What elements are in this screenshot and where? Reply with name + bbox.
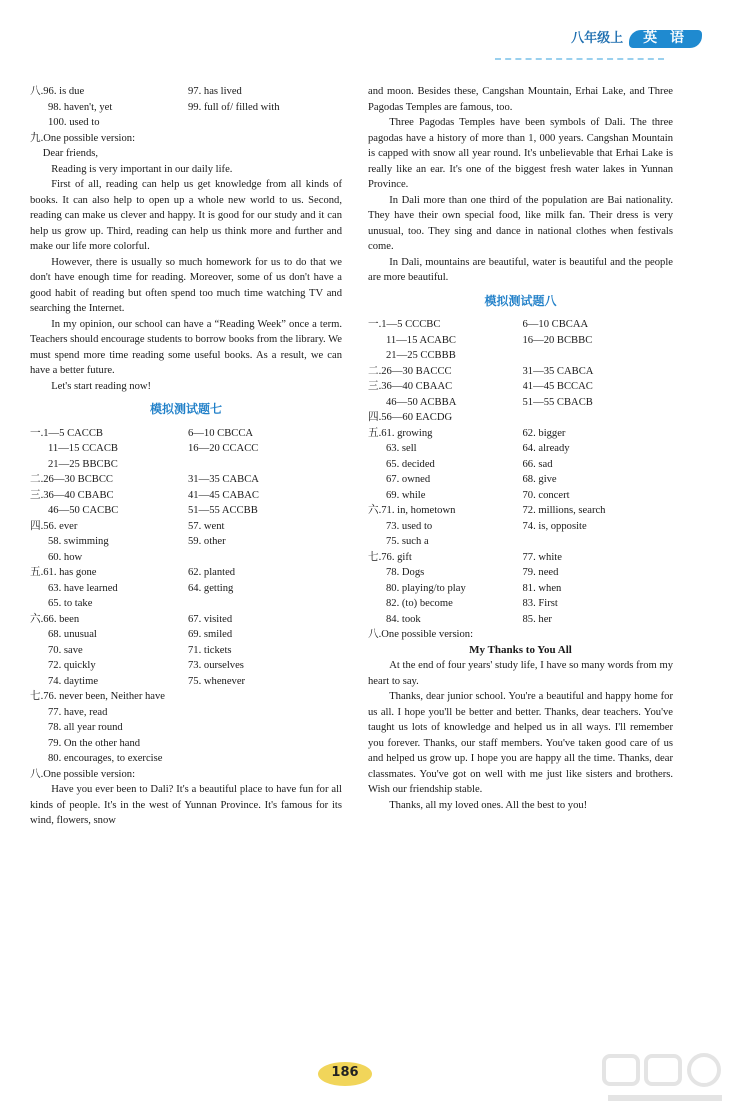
answer-cell: 三.36—40 CBABC (30, 489, 114, 501)
answer-cell: 83. First (522, 598, 558, 609)
paragraph: Dear friends, (42, 148, 99, 159)
answer-cell (523, 348, 674, 364)
answer-cell: 80. encourages, to exercise (48, 753, 163, 764)
section8-label: 八.One possible version: (368, 629, 474, 640)
answer-cell: 85. her (522, 613, 552, 625)
answer-cell: 69. smiled (188, 629, 233, 640)
answer-cell: 75. whenever (188, 675, 246, 687)
answer-cell: 八.96. is due (30, 86, 85, 97)
section8b-label: 八.One possible version: (30, 768, 136, 780)
page-number: 186 (331, 1065, 359, 1080)
answer-cell: 二.26—30 BACCC (368, 365, 452, 377)
paragraph: Thanks, all my loved ones. All the best to you! (389, 799, 588, 811)
answer-cell: 59. other (188, 536, 226, 547)
answer-cell: 78. Dogs (386, 567, 425, 578)
answer-grid-section8 (30, 84, 342, 131)
right-column (368, 84, 673, 813)
answer-cell: 77. have, read (48, 706, 108, 718)
answer-cell: 69. while (386, 489, 426, 501)
answer-cell: 五.61. growing (368, 427, 433, 439)
paragraph: However, there is usually so much homework for us to do that we don't have enough time for reading. Moreover, some of us don't have a good habit of reading but often spend too much time watching TV and searching the Internet. (30, 256, 342, 314)
answer-cell: 84. took (386, 613, 421, 625)
answer-cell (523, 534, 674, 550)
subject-badge: 英 语 (629, 30, 702, 48)
paragraph: Thanks, dear junior school. You're a beautiful and happy home for us all. I hope you'll be better and better. Thanks, dear teachers. You've taught us lots of knowledge and helped us in all ways. I'll remember you forever. Thanks, our staff members. You've taken good care of us and helped us grow up. I hope you are happy all the time. Thanks, dear classmates. You've got on well with me just like sisters and brothers. Wish our friendship stable. (368, 691, 673, 795)
answer-cell (188, 596, 342, 612)
answer-cell: 67. visited (188, 613, 233, 625)
essay-dali-start (30, 782, 342, 829)
answer-cell: 16—20 BCBBC (522, 334, 593, 346)
answer-cell: 七.76. gift (368, 551, 412, 563)
answer-grid-test7 (30, 426, 342, 767)
answer-cell: 64. getting (188, 582, 234, 594)
answer-cell: 64. already (522, 443, 570, 454)
answer-grid-test8 (368, 317, 673, 627)
left-column (30, 84, 342, 829)
answer-cell: 79. need (522, 567, 559, 578)
essay-title: My Thanks to You All (469, 643, 572, 656)
answer-cell: 68. unusual (48, 629, 97, 640)
answer-cell: 63. have learned (48, 582, 118, 594)
header-dashed-line (495, 58, 664, 60)
answer-cell: 46—50 CACBC (48, 505, 119, 516)
answer-cell: 74. is, opposite (522, 520, 587, 532)
answer-cell: 100. used to (48, 117, 100, 128)
page-number-badge (310, 1060, 380, 1090)
paragraph: Reading is very important in our daily life. (51, 163, 233, 175)
answer-cell: 11—15 ACABC (386, 334, 456, 346)
answer-cell: 73. ourselves (188, 660, 244, 671)
answer-cell (188, 550, 342, 566)
test7-title: 模拟测试题七 (149, 402, 222, 416)
answer-cell (188, 720, 342, 736)
answer-cell: 80. playing/to play (386, 582, 466, 594)
essay-dali-continued (368, 84, 673, 286)
answer-cell: 82. (to) become (386, 598, 453, 609)
answer-cell: 一.1—5 CACCB (30, 427, 103, 439)
answer-cell (188, 736, 342, 752)
paragraph: In my opinion, our school can have a “Reading Week” once a term. Teachers should encourage students to borrow books from the library. We must spend more time reading some useful books. As a result, we can have a better future. (30, 318, 343, 376)
answer-cell: 67. owned (386, 474, 431, 485)
paragraph: In Dali more than one third of the population are Bai nationality. They have their own special food, like milk fan. Their dress is very unusual, too. They sing and dance in national clothes when festivals come. (368, 194, 673, 252)
answer-cell (523, 410, 674, 426)
answer-cell: 57. went (188, 520, 225, 532)
answer-cell: 六.71. in, hometown (368, 505, 456, 516)
essay-reading (30, 146, 342, 394)
answer-cell: 六.66. been (30, 613, 80, 625)
answer-cell: 60. how (48, 551, 83, 563)
answer-cell: 73. used to (386, 520, 433, 532)
answer-cell: 70. concert (522, 489, 570, 501)
answer-cell: 77. white (522, 551, 562, 563)
answer-cell: 16—20 CCACC (188, 443, 259, 454)
answer-cell: 63. sell (386, 443, 417, 454)
test8-title: 模拟测试题八 (484, 293, 557, 308)
answer-cell: 62. bigger (522, 427, 566, 439)
answer-cell: 97. has lived (188, 86, 242, 97)
answer-cell (188, 689, 342, 705)
answer-cell: 75. such a (386, 536, 429, 547)
answer-cell: 6—10 CBCAA (522, 319, 589, 330)
grade-label: 八年级上 (571, 31, 624, 46)
paragraph: and moon. Besides these, Cangshan Mountain, Erhai Lake, and Three Pagodas Temples are famous, too. (368, 86, 673, 113)
answer-cell: 99. full of/ filled with (188, 101, 280, 113)
paragraph: First of all, reading can help us get knowledge from all kinds of books. It can also help to open up a whole new world to us. Second, reading can make us clever and happy. It is good for our study and it can help us grow up. Third, reading can help us think more and further and make our life more colorful. (30, 179, 342, 252)
paragraph: Have you ever been to Dali? It's a beautiful place to have fun for all kinds of people. It's in the west of Yunnan Province. It's famous for its wind, flowers, snow (30, 784, 342, 826)
answer-cell: 二.26—30 BCBCC (30, 474, 114, 485)
answer-cell: 6—10 CBCCA (188, 427, 254, 439)
watermark-logo-icon (600, 1052, 730, 1108)
answer-cell: 四.56—60 EACDG (368, 412, 453, 423)
answer-cell: 五.61. has gone (30, 567, 97, 578)
answer-cell: 71. tickets (188, 644, 232, 656)
essay-thanks (368, 658, 673, 813)
answer-cell: 11—15 CCACB (48, 443, 118, 454)
answer-cell (188, 457, 342, 473)
answer-cell: 31—35 CABCA (188, 474, 259, 485)
paragraph: Let's start reading now! (51, 380, 152, 392)
answer-cell: 21—25 CCBBB (386, 350, 456, 361)
paragraph: At the end of four years' study life, I have so many words from my heart to say. (368, 660, 673, 687)
answer-cell: 72. quickly (48, 660, 96, 671)
answer-cell: 41—45 CABAC (188, 489, 259, 501)
answer-cell: 81. when (522, 582, 562, 594)
answer-cell: 70. save (48, 644, 83, 656)
page-header (571, 30, 702, 48)
paragraph: Three Pagodas Temples have been symbols of Dali. The three pagodas have a history of more than 1, 000 years. Cangshan Mountain is capped with snow all year round. It's unbelievable that Erhai Lake is really like an ear. It's one of the biggest fresh water lakes in Yunnan Province. (368, 117, 673, 190)
answer-cell: 74. daytime (48, 675, 99, 687)
answer-cell: 65. to take (48, 598, 93, 609)
answer-cell: 21—25 BBCBC (48, 458, 118, 470)
answer-cell: 72. millions, search (522, 505, 606, 516)
answer-cell: 62. planted (188, 567, 236, 578)
answer-cell: 七.76. never been, Neither have (30, 691, 166, 702)
answer-cell (188, 705, 342, 721)
answer-cell: 79. On the other hand (48, 737, 141, 749)
answer-cell: 51—55 CBACB (522, 396, 593, 408)
answer-cell: 58. swimming (48, 536, 109, 547)
answer-cell: 三.36—40 CBAAC (368, 381, 453, 392)
section9-label: 九.One possible version: (30, 132, 136, 144)
paragraph: In Dali, mountains are beautiful, water is beautiful and the people are more beautiful. (368, 256, 673, 283)
answer-cell: 一.1—5 CCCBC (368, 319, 441, 330)
answer-cell: 41—45 BCCAC (522, 381, 593, 392)
answer-cell: 66. sad (522, 458, 553, 470)
answer-cell: 68. give (522, 474, 557, 485)
answer-cell: 四.56. ever (30, 520, 78, 532)
answer-cell (188, 115, 342, 131)
answer-cell: 78. all year round (48, 722, 123, 733)
answer-cell: 31—35 CABCA (522, 365, 594, 377)
answer-cell: 98. haven't, yet (48, 101, 113, 113)
answer-cell: 51—55 ACCBB (188, 505, 258, 516)
answer-cell: 65. decided (386, 458, 435, 470)
answer-cell (188, 751, 342, 767)
answer-cell: 46—50 ACBBA (386, 396, 457, 408)
